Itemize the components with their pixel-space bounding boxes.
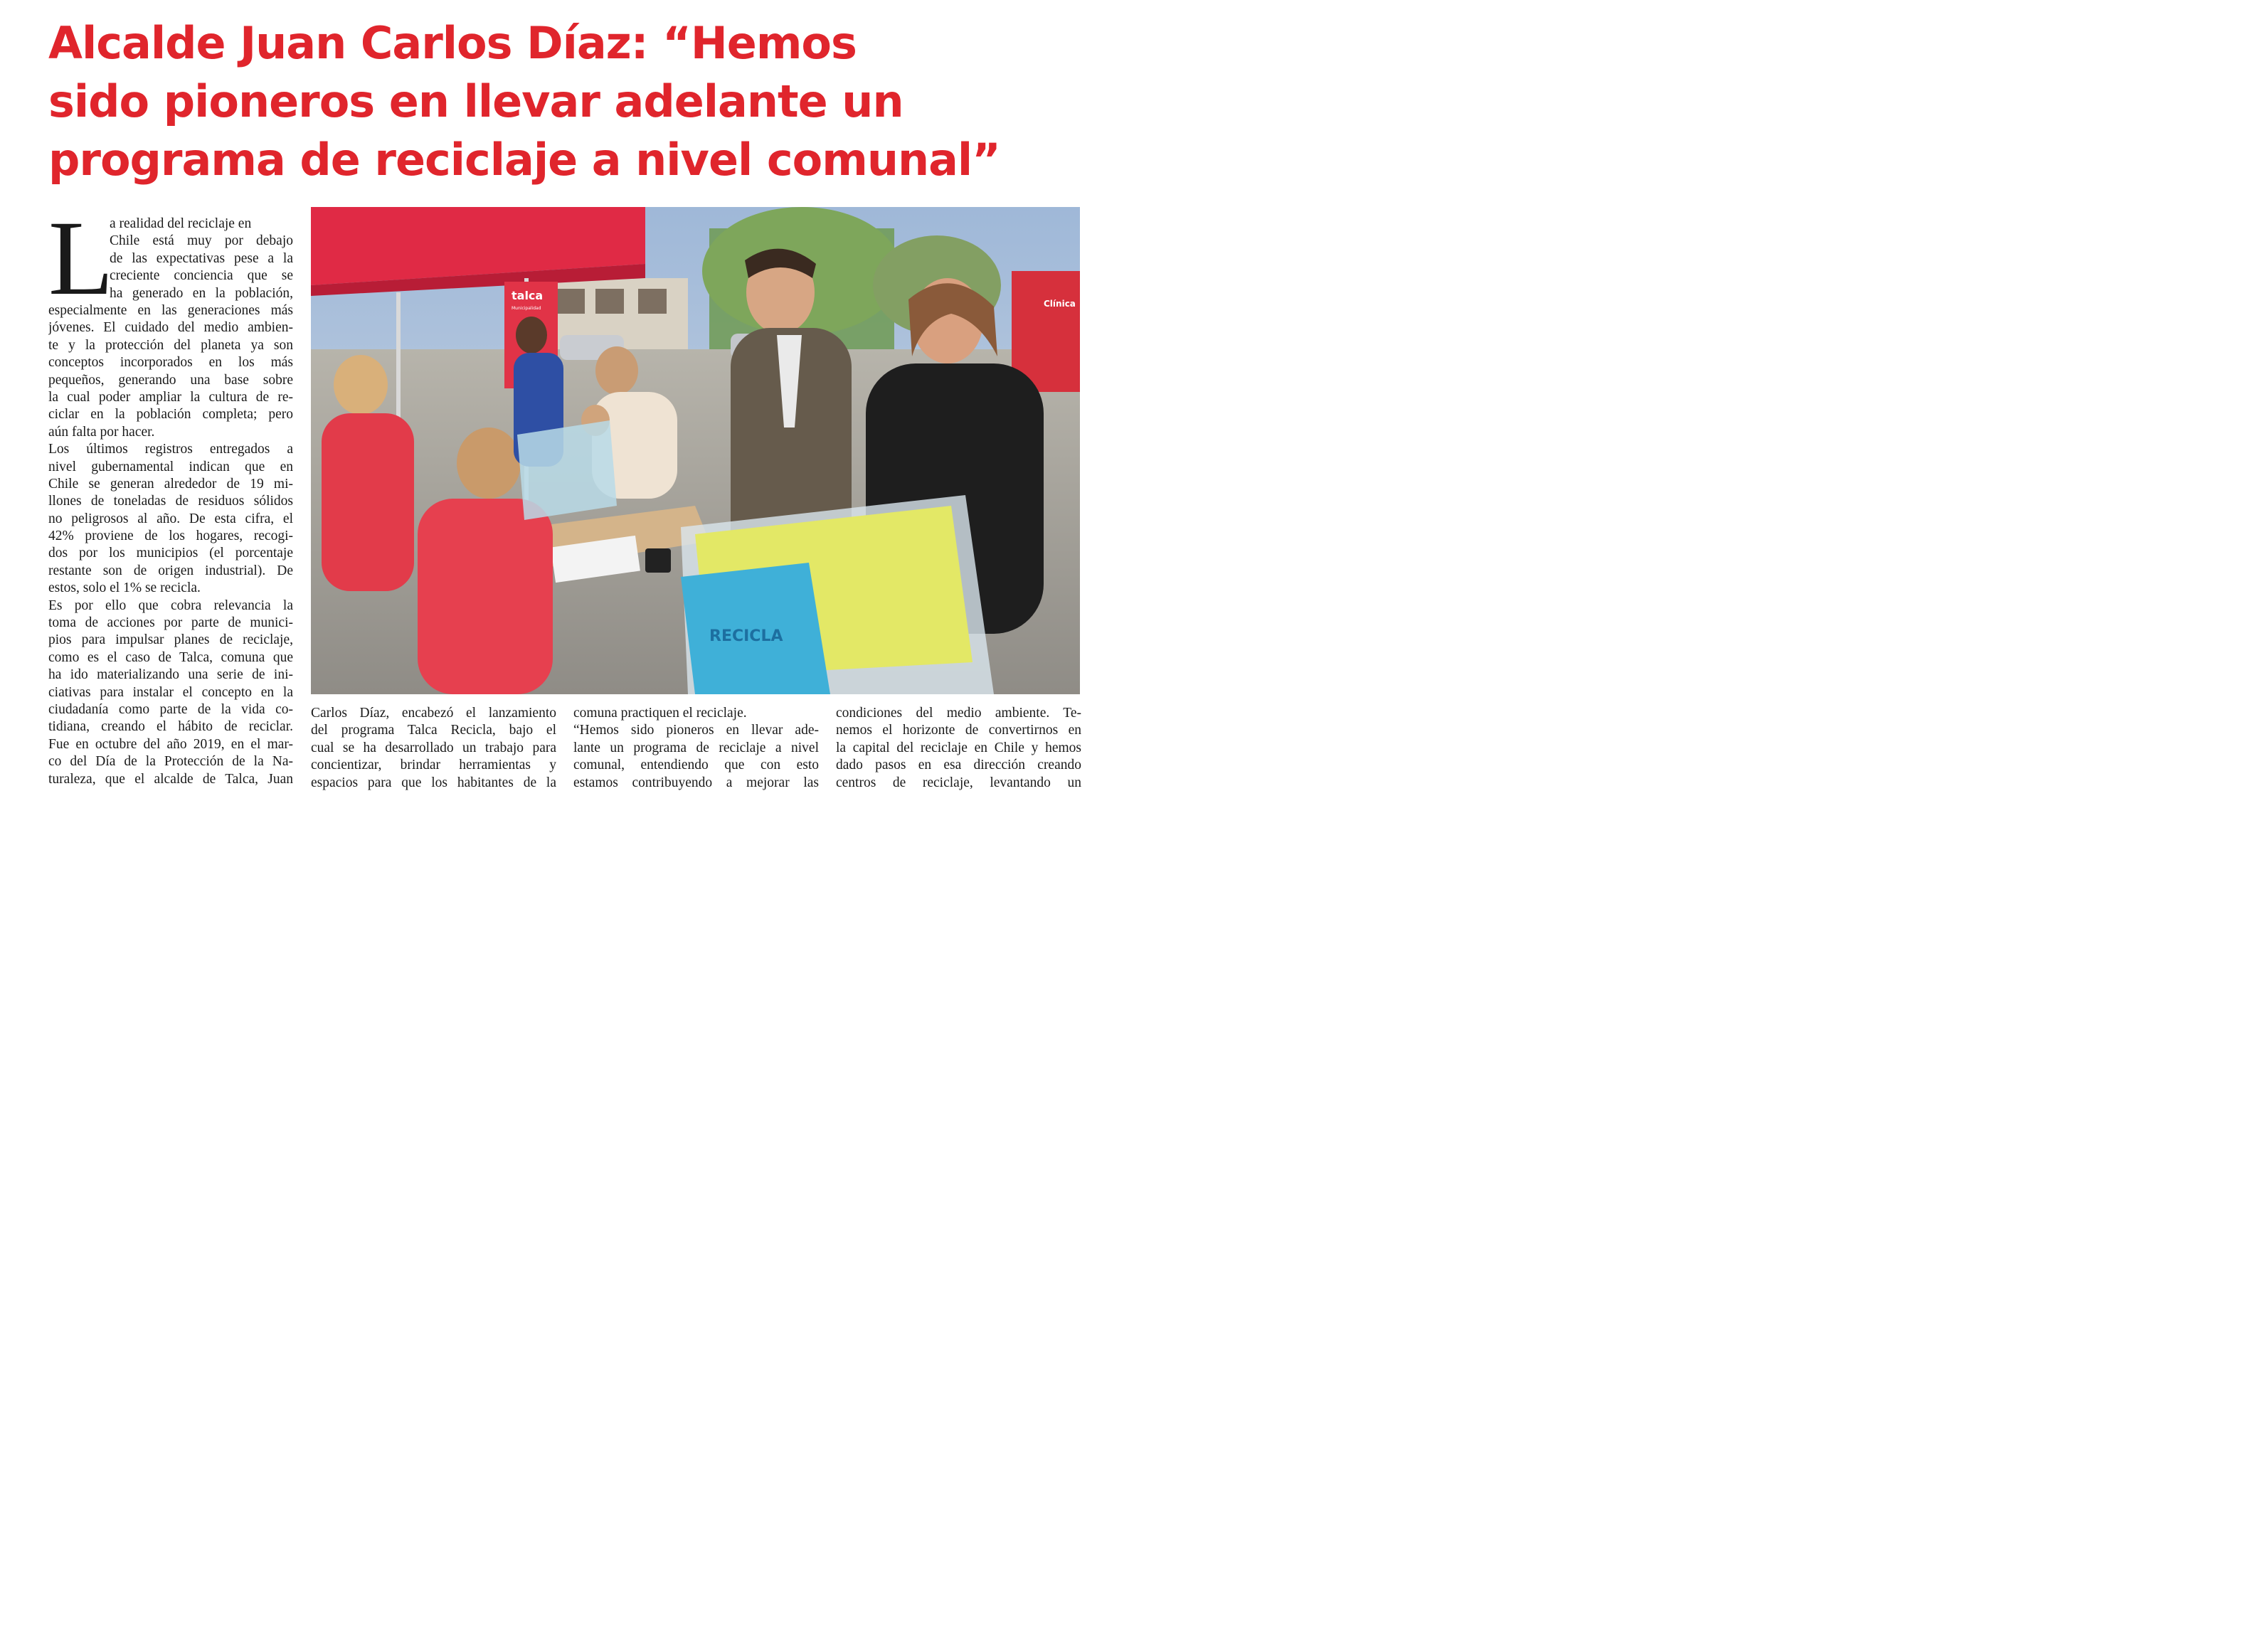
text-line: estamos contribuyendo a mejorar las [573, 775, 819, 790]
text-line: espacios para que los habitantes de la [311, 775, 556, 790]
column-4 [836, 705, 1081, 792]
window [595, 289, 624, 314]
banner-subtext: Municipalidad [512, 306, 541, 311]
text-line: cual se ha desarrollado un trabajo para [311, 740, 556, 755]
text-line: turaleza, que el alcalde de Talca, Juan [48, 771, 293, 787]
text-line: llones de toneladas de residuos sólidos [48, 494, 293, 509]
person-body [418, 499, 553, 694]
text-line: ciudadanía como parte de la vida co- [48, 701, 293, 717]
text-line: a realidad del reciclaje en [110, 216, 252, 231]
text-line: del programa Talca Recicla, bajo el [311, 723, 556, 738]
text-line: Chile está muy por debajo [110, 233, 293, 249]
text-line: nivel gubernamental indican que en [48, 459, 293, 474]
person-head [595, 346, 638, 395]
text-line: Fue en octubre del año 2019, en el mar- [48, 736, 293, 752]
window [638, 289, 667, 314]
column-2 [311, 705, 556, 792]
headline-line-1: Alcalde Juan Carlos Díaz: “Hemos [48, 17, 857, 69]
text-line: Los últimos registros entregados a [48, 442, 293, 457]
text-line: toma de acciones por parte de munici- [48, 615, 293, 631]
drop-cap: L [48, 199, 114, 317]
column-3 [573, 705, 819, 792]
article-photo [311, 207, 1080, 694]
headline-line-3: programa de reciclaje a nivel comunal” [48, 134, 1000, 186]
banner-text: talca [512, 289, 544, 302]
text-line: pequeños, generando una base sobre [48, 372, 293, 388]
text-line: conceptos incorporados en los más [48, 355, 293, 371]
text-line: ha ido materializando una serie de ini- [48, 667, 293, 683]
text-line: 42% proviene de los hogares, recogi- [48, 529, 293, 544]
window [556, 289, 585, 314]
text-line: tidiana, creando el hábito de reciclar. [48, 719, 293, 735]
person-head [457, 428, 521, 499]
text-line: la capital del reciclaje en Chile y hemos [836, 740, 1081, 755]
text-line: te y la protección del planeta ya son [48, 337, 293, 353]
bin-print: RECICLA [709, 627, 783, 645]
person-body [322, 413, 414, 591]
text-line: la cual poder ampliar la cultura de re- [48, 389, 293, 405]
column-1-dropcap-block [110, 216, 293, 302]
person-head [516, 317, 547, 354]
text-line: Carlos Díaz, encabezó el lanzamiento [311, 706, 556, 721]
text-line: co del Día de la Protección de la Na- [48, 754, 293, 770]
text-line: “Hemos sido pioneros en llevar ade- [573, 723, 819, 738]
text-line: ciativas para instalar el concepto en la [48, 684, 293, 700]
person-head [334, 355, 388, 415]
text-line: ha generado en la población, [110, 285, 293, 301]
text-line: lante un programa de reciclaje a nivel [573, 740, 819, 755]
truck-sign: Clínica [1044, 299, 1076, 309]
headline-line-2: sido pioneros en llevar adelante un [48, 75, 904, 127]
text-line: restante son de origen industrial). De [48, 563, 293, 578]
text-line: dos por los municipios (el porcentaje [48, 546, 293, 561]
text-line: nemos el horizonte de convertirnos en [836, 723, 1081, 738]
text-line: no peligrosos al año. De esta cifra, el [48, 511, 293, 526]
recycling-bag [517, 420, 617, 520]
text-line: pios para impulsar planes de reciclaje, [48, 632, 293, 648]
text-line: dado pasos en esa dirección creando [836, 758, 1081, 773]
text-line: Es por ello que cobra relevancia la [48, 598, 293, 613]
phone [645, 548, 671, 573]
text-line: aún falta por hacer. [48, 424, 155, 440]
text-line: especialmente en las generaciones más [48, 303, 293, 318]
text-line: ciclar en la población completa; pero [48, 407, 293, 423]
text-line: concientizar, brindar herramientas y [311, 758, 556, 773]
photo-illustration [311, 207, 1080, 694]
text-line: estos, solo el 1% se recicla. [48, 580, 201, 596]
text-line: comunal, entendiendo que con esto [573, 758, 819, 773]
text-line: como es el caso de Talca, comuna que [48, 649, 293, 665]
column-1 [48, 302, 293, 788]
headline [48, 14, 1087, 189]
text-line: creciente conciencia que se [110, 268, 293, 284]
text-line: de las expectativas pese a la [110, 250, 293, 266]
text-line: jóvenes. El cuidado del medio ambien- [48, 320, 293, 336]
text-line: Chile se generan alrededor de 19 mi- [48, 476, 293, 492]
text-line: comuna practiquen el reciclaje. [573, 706, 747, 721]
text-line: condiciones del medio ambiente. Te- [836, 706, 1081, 721]
text-line: centros de reciclaje, levantando un [836, 775, 1081, 790]
